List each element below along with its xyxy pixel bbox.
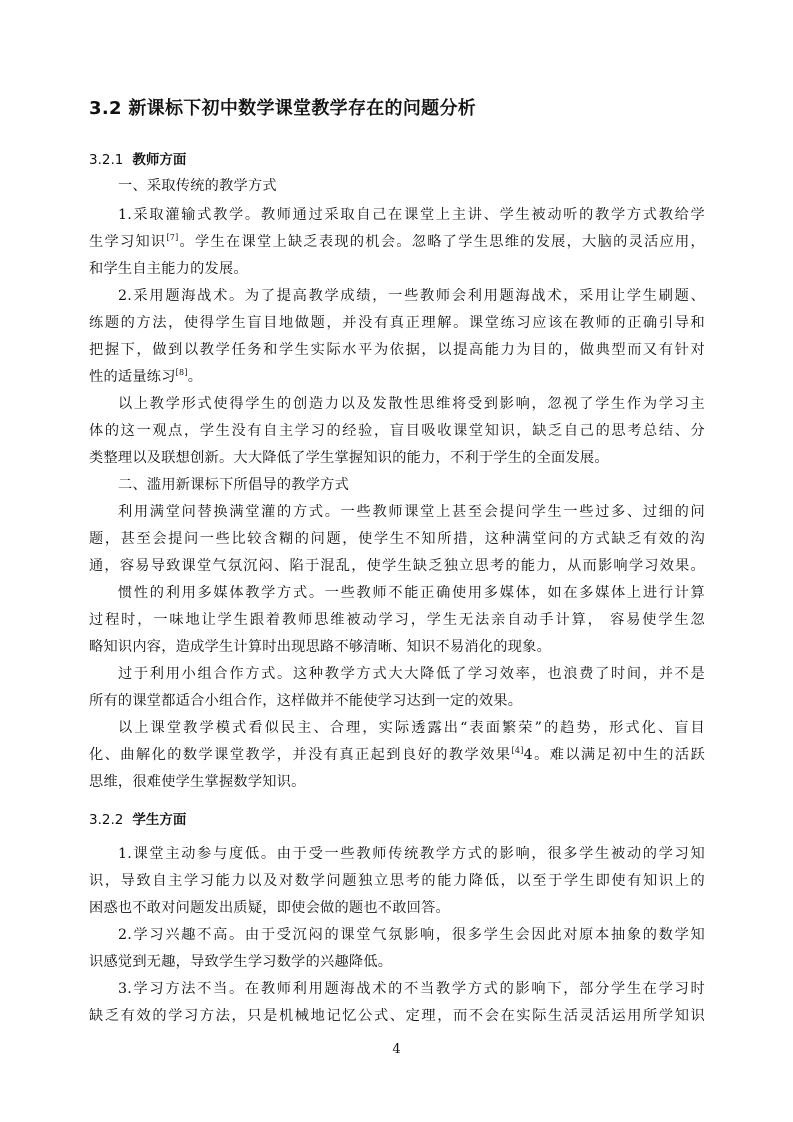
text-line: 1.采取灌输式教学。教师通过采取自己在课堂上主讲、学生被动听的教学方式教给学 bbox=[118, 207, 705, 223]
text-line: 2.采用题海战术。为了提高教学成绩，一些教师会利用题海战术，采用让学生刷题、 bbox=[118, 288, 705, 304]
text-line: 体的这一观点，学生没有自主学习的经验，盲目吸收课堂知识，缺乏自己的思考总结、分 bbox=[89, 423, 705, 439]
text-line: 化、曲解化的数学课堂教学，并没有真正起到良好的教学效果[4]4。难以满足初中生的活跃 bbox=[89, 746, 705, 763]
text-line: 性的适量练习[8]。 bbox=[89, 368, 203, 385]
text-line: 通，容易导致课堂气氛沉闷、陷于混乱，使学生缺乏独立思考的能力，从而影响学习效果。 bbox=[89, 558, 705, 574]
subsection-title: 学生方面 bbox=[132, 812, 187, 828]
text-line: 困惑也不敢对问题发出质疑，即使会做的题也不敢回答。 bbox=[89, 900, 450, 916]
text-line: 二、滥用新课标下所倡导的教学方式 bbox=[118, 477, 350, 493]
text-line: 3.学习方法不当。在教师利用题海战术的不当教学方式的影响下，部分学生在学习时 bbox=[118, 981, 705, 997]
subsection-title: 教师方面 bbox=[132, 152, 187, 168]
section-heading: 3.2 新课标下初中数学课堂教学存在的问题分析 bbox=[89, 98, 477, 119]
text-line: 以上课堂教学模式看似民主、合理，实际透露出“表面繁荣”的趋势，形式化、盲目 bbox=[118, 720, 705, 736]
subsection-heading bbox=[89, 148, 186, 168]
citation: [8] bbox=[175, 368, 188, 377]
text-line: 题，甚至会提问一些比较含糊的问题，使学生不知所措，这种满堂问的方式缺乏有效的沟 bbox=[89, 531, 705, 547]
text-line: 识感觉到无趣，导致学生学习数学的兴趣降低。 bbox=[89, 954, 393, 970]
citation: [4] bbox=[511, 746, 524, 755]
text-line: 略知识内容，造成学生计算时出现思路不够清晰、知识不易消化的现象。 bbox=[89, 639, 552, 655]
text-line: 以上教学形式使得学生的创造力以及发散性思维将受到影响，忽视了学生作为学习主 bbox=[118, 396, 705, 412]
text-line: 过于利用小组合作方式。这种教学方式大大降低了学习效率，也浪费了时间，并不是 bbox=[118, 666, 705, 682]
page-number: 4 bbox=[392, 1042, 401, 1057]
text-line: 1.课堂主动参与度低。由于受一些教师传统教学方式的影响，很多学生被动的学习知 bbox=[118, 846, 705, 862]
text-line: 类整理以及联想创新。大大降低了学生掌握知识的能力，不利于学生的全面发展。 bbox=[89, 450, 609, 466]
text-line: 利用满堂问替换满堂灌的方式。一些教师课堂上甚至会提问学生一些过多、过细的问 bbox=[118, 504, 705, 520]
subsection-number: 3.2.1 bbox=[89, 152, 124, 168]
text-line: 思维，很难使学生掌握数学知识。 bbox=[89, 774, 306, 790]
text-line: 过程时，一味地让学生跟着教师思维被动学习，学生无法亲自动手计算， 容易使学生忽 bbox=[89, 612, 705, 628]
text-line: 练题的方法，使得学生盲目地做题，并没有真正理解。课堂练习应该在教师的正确引导和 bbox=[89, 315, 705, 331]
text-line: 所有的课堂都适合小组合作，这样做并不能使学习达到一定的效果。 bbox=[89, 693, 523, 709]
subsection-heading bbox=[89, 808, 186, 828]
subsection-number: 3.2.2 bbox=[89, 812, 124, 828]
text-line: 生学习知识[7]。学生在课堂上缺乏表现的机会。忽略了学生思维的发展，大脑的灵活应用， bbox=[89, 233, 705, 250]
text-line: 和学生自主能力的发展。 bbox=[89, 261, 248, 277]
citation: [7] bbox=[166, 233, 179, 242]
text-line: 2.学习兴趣不高。由于受沉闷的课堂气氛影响，很多学生会因此对原本抽象的数学知 bbox=[118, 927, 705, 943]
text-line: 缺乏有效的学习方法，只是机械地记忆公式、定理，而不会在实际生活灵活运用所学知识 bbox=[89, 1008, 705, 1024]
text-line: 把握下，做到以教学任务和学生实际水平为依据，以提高能力为目的，做典型而又有针对 bbox=[89, 342, 705, 358]
text-line: 识，导致自主学习能力以及对数学问题独立思考的能力降低，以至于学生即使有知识上的 bbox=[89, 873, 705, 889]
text-line: 一、采取传统的教学方式 bbox=[118, 178, 277, 194]
text-line: 惯性的利用多媒体教学方式。一些教师不能正确使用多媒体，如在多媒体上进行计算 bbox=[118, 585, 705, 601]
